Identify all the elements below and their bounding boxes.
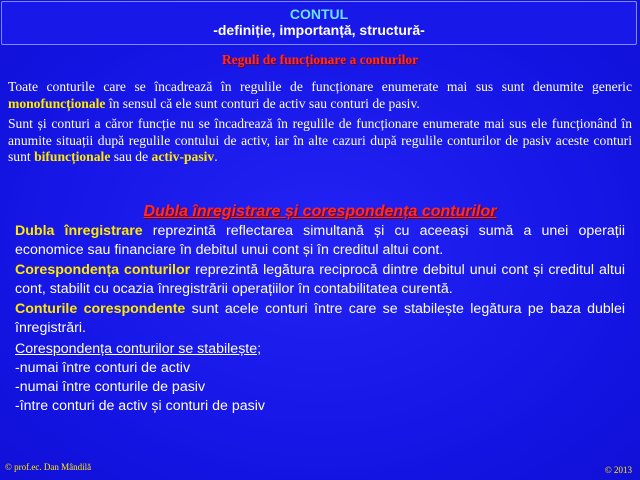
definition-text: sunt acele conturi între care se stabilește legătura pe baza dublei înregistrări. bbox=[15, 301, 625, 336]
para1-text-1: Toate conturile care se încadrează în regulile de funcționare enumerate mai sus sunt denumite generic bbox=[8, 79, 632, 94]
term-double-entry: Dubla înregistrare bbox=[15, 223, 143, 239]
definition-double-entry bbox=[15, 222, 625, 260]
para1-text-2: în sensul că ele sunt conturi de activ sau conturi de pasiv. bbox=[105, 95, 420, 111]
slide-title: CONTUL bbox=[289, 6, 349, 22]
double-entry-heading: Dubla înregistrare și corespondența conturilor bbox=[143, 203, 497, 220]
definition-text: reprezintă legătura reciprocă dintre debitul unui cont și creditul altui cont, stabilit cu ocazia înregistrării operațiilor în contabilitatea curentă. bbox=[15, 262, 626, 297]
term-bifunctional: bifuncționale bbox=[34, 149, 111, 165]
footer-author: © prof.ec. Dan Mândilă bbox=[5, 462, 92, 472]
list-heading: Corespondența conturilor se stabilește; bbox=[15, 341, 262, 357]
term-monofunctional: monofuncționale bbox=[8, 95, 106, 111]
title-box bbox=[1, 1, 637, 45]
list-item: -numai între conturile de pasiv bbox=[15, 379, 206, 395]
definition-correspondence bbox=[15, 261, 625, 299]
term-corresponding-accounts: Conturile corespondente bbox=[15, 301, 186, 317]
para2-text-1: Sunt și conturi a căror funcție nu se încadrează în regulile de funcționare enumerate mai sus ele funcționând în anumite situații după regulile contului de activ, iar în alte cazuri după regulile conturilor de pasiv aceste conturi sunt bbox=[8, 116, 632, 165]
slide-subtitle: -definiție, importanță, structură- bbox=[213, 22, 425, 38]
definition-text: reprezintă reflectarea simultană și cu aceeași sumă a unei operații economice sau financiare în debitul unui cont și în creditul altui cont. bbox=[15, 223, 625, 258]
list-item: -între conturi de activ și conturi de pasiv bbox=[15, 398, 265, 414]
paragraph-bifunctional bbox=[8, 116, 632, 166]
paragraph-monofunctional bbox=[8, 79, 632, 112]
rules-heading: Reguli de funcționare a conturilor bbox=[221, 52, 419, 67]
definition-corresponding-accounts bbox=[15, 300, 625, 338]
term-activ-pasiv: activ-pasiv bbox=[151, 149, 215, 165]
para2-text-3: . bbox=[214, 149, 218, 165]
list-item: -numai între conturi de activ bbox=[15, 360, 191, 376]
footer-year: © 2013 bbox=[604, 465, 632, 475]
para2-text-2: sau de bbox=[110, 149, 152, 165]
term-correspondence: Corespondența conturilor bbox=[15, 262, 191, 278]
